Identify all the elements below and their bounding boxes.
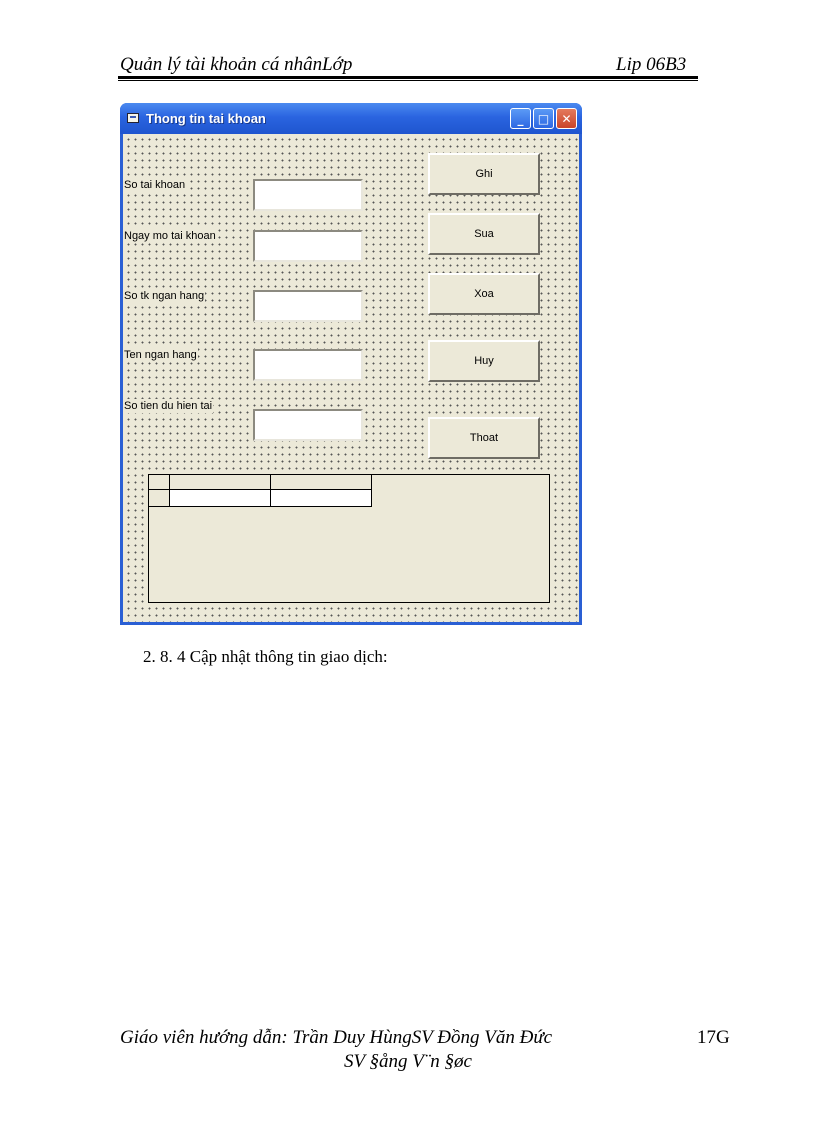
maximize-icon: □ [537,111,550,126]
ghi-button[interactable]: Ghi [428,153,540,195]
label-so-tai-khoan: So tai khoan [124,179,186,191]
header-rule-thin [118,80,698,81]
ten-ngan-hang-input[interactable] [253,349,363,381]
so-tk-ngan-hang-input[interactable] [253,290,363,322]
label-so-tien-du-hien-tai: So tien du hien tai [124,400,213,412]
huy-button[interactable]: Huy [428,340,540,382]
footer-line-1: Giáo viên hướng dẫn: Trần Duy HùngSV Đồng Văn Đức [120,1027,553,1048]
ngay-mo-tai-khoan-input[interactable] [253,230,363,262]
grid-corner-cell [149,475,170,490]
grid-column-header[interactable] [271,475,372,490]
minimize-icon: _ [517,111,524,126]
form-client-area [123,134,579,622]
maximize-button[interactable] [533,108,554,129]
grid-column-header[interactable] [170,475,271,490]
label-ten-ngan-hang: Ten ngan hang [124,349,197,361]
grid-row-header[interactable] [149,490,170,507]
so-tai-khoan-input[interactable] [253,179,363,211]
xoa-button[interactable]: Xoa [428,273,540,315]
close-button[interactable] [556,108,577,129]
label-so-tk-ngan-hang: So tk ngan hang [124,290,205,302]
thoat-button[interactable]: Thoat [428,417,540,459]
footer-line-2: SV §ång V¨n §øc [344,1051,472,1072]
close-icon: ✕ [561,111,572,126]
section-caption: 2. 8. 4 Cập nhật thông tin giao dịch: [143,647,388,666]
window-titlebar [120,103,582,134]
label-ngay-mo-tai-khoan: Ngay mo tai khoan [124,230,216,242]
header-rule-thick [118,76,698,79]
so-tien-du-hien-tai-input[interactable] [253,409,363,441]
sua-button[interactable]: Sua [428,213,540,255]
minimize-button[interactable] [510,108,531,129]
header-left-text: Quản lý tài khoản cá nhânLớp [120,54,353,75]
page-number: 17G [697,1027,730,1048]
data-grid[interactable] [148,474,550,603]
grid-cell[interactable] [170,490,271,507]
window-title: Thong tin tai khoan [146,111,266,126]
account-info-window [120,103,582,625]
form-icon [127,113,139,123]
header-right-text: Lip 06B3 [616,54,687,75]
grid-cell[interactable] [271,490,372,507]
